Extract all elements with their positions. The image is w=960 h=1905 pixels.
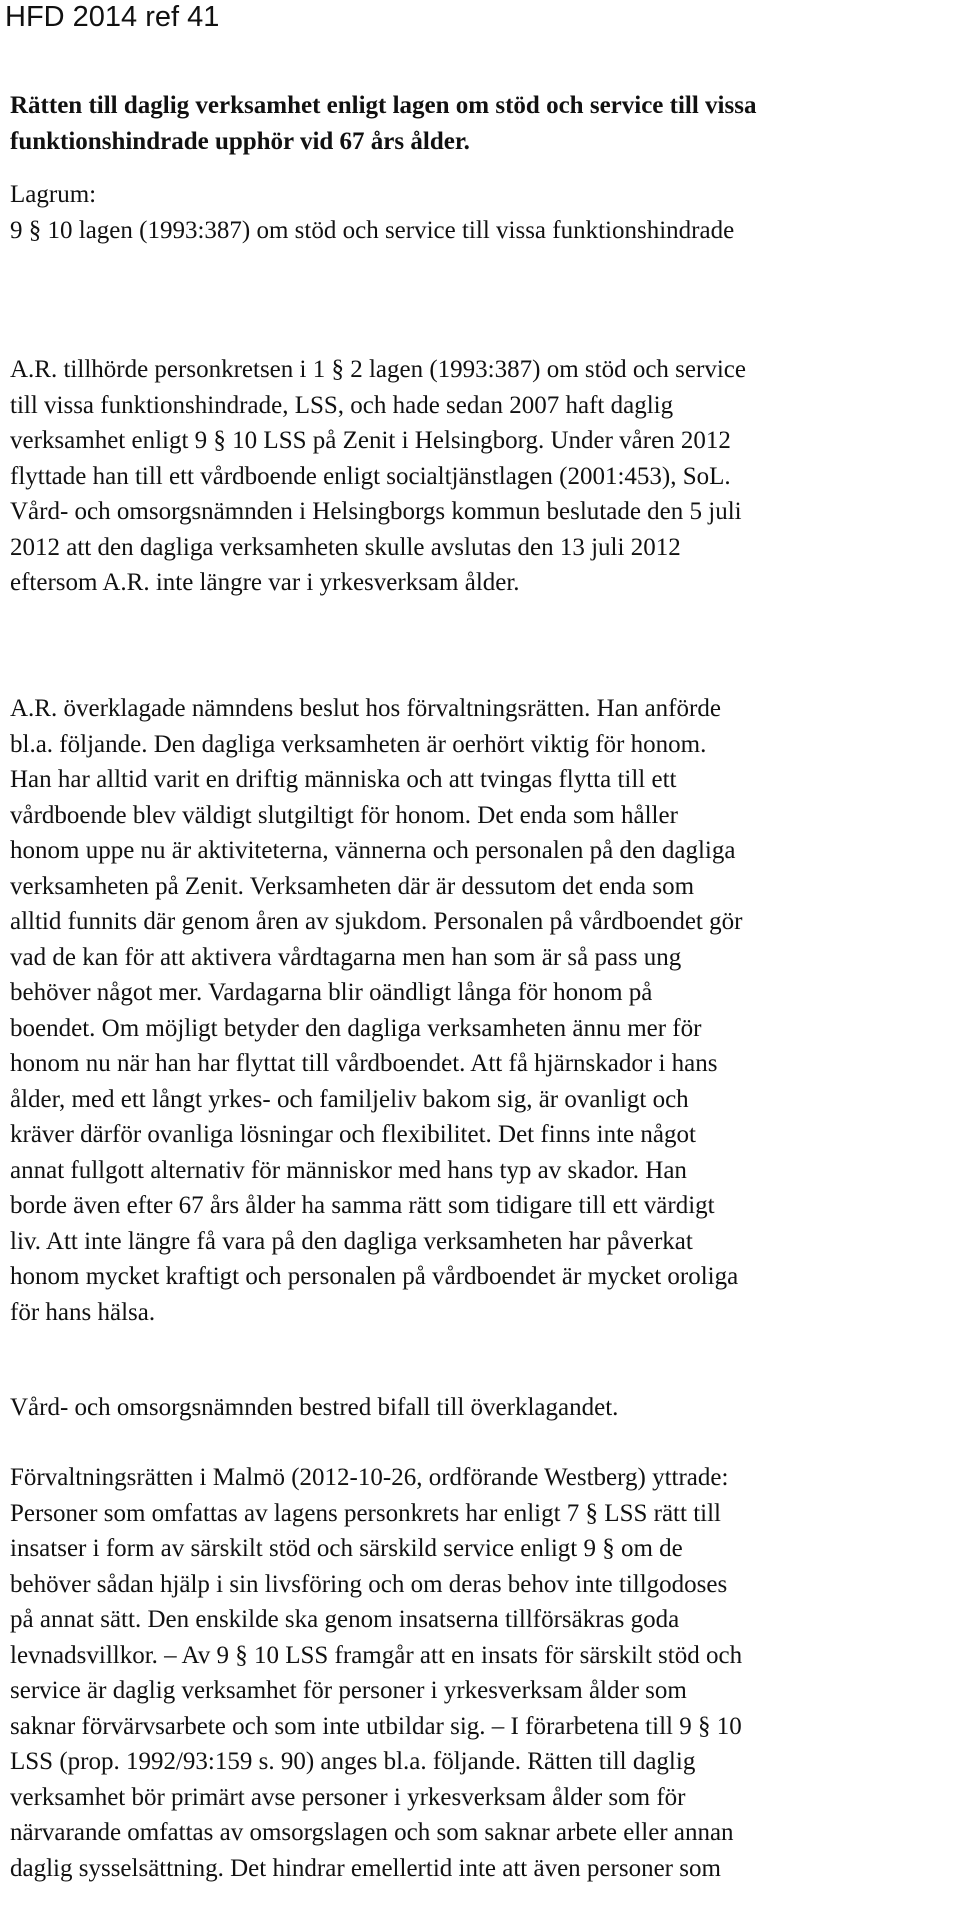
body-line: verksamhet bör primärt avse personer i yrkesverksam ålder som för: [10, 1783, 686, 1811]
appeal-paragraph: [10, 691, 955, 1330]
body-line: behöver något mer. Vardagarna blir oändligt långa för honom på: [10, 979, 653, 1006]
body-line: Personer som omfattas av lagens personkrets har enligt 7 § LSS rätt till: [10, 1499, 721, 1527]
body-line: eftersom A.R. inte längre var i yrkesverksam ålder.: [10, 569, 520, 596]
body-line: saknar förvärvsarbete och som inte utbildar sig. – I förarbetena till 9 § 10: [10, 1712, 742, 1740]
facts-paragraph: [10, 352, 955, 601]
body-line: vad de kan för att aktivera vårdtagarna men han som är så pass ung: [10, 943, 682, 971]
body-line: annat fullgott alternativ för människor med hans typ av skador. Han: [10, 1156, 687, 1184]
body-line: kräver därför ovanliga lösningar och flexibilitet. Det finns inte något: [10, 1121, 696, 1148]
body-line: honom uppe nu är aktiviteterna, vännerna och personalen på den dagliga: [10, 837, 736, 864]
body-line: A.R. tillhörde personkretsen i 1 § 2 lagen (1993:387) om stöd och service: [10, 356, 746, 383]
headnote-paragraph: [10, 88, 955, 159]
court-paragraph: [10, 1460, 955, 1886]
body-line: verksamhet enligt 9 § 10 LSS på Zenit i Helsingborg. Under våren 2012: [10, 427, 731, 454]
body-line: insatser i form av särskilt stöd och särskild service enligt 9 § om de: [10, 1535, 683, 1562]
body-line: Vård- och omsorgsnämnden i Helsingborgs kommun beslutade den 5 juli: [10, 498, 742, 525]
lagrum-reference: 9 § 10 lagen (1993:387) om stöd och service till vissa funktionshindrade: [10, 216, 735, 244]
lagrum-paragraph: [10, 177, 955, 248]
body-line: 2012 att den dagliga verksamheten skulle avslutas den 13 juli 2012: [10, 533, 681, 561]
body-line: A.R. överklagade nämndens beslut hos förvaltningsrätten. Han anförde: [10, 695, 721, 722]
headnote-line: funktionshindrade upphör vid 67 års ålder.: [10, 127, 470, 155]
body-line: flyttade han till ett vårdboende enligt socialtjänstlagen (2001:453), SoL.: [10, 462, 731, 490]
body-line: närvarande omfattas av omsorgslagen och som saknar arbete eller annan: [10, 1819, 734, 1846]
body-line: till vissa funktionshindrade, LSS, och hade sedan 2007 haft daglig: [10, 391, 674, 419]
body-line: Vård- och omsorgsnämnden bestred bifall till överklagandet.: [10, 1394, 619, 1421]
body-line: LSS (prop. 1992/93:159 s. 90) anges bl.a. följande. Rätten till daglig: [10, 1748, 696, 1775]
case-reference-title: HFD 2014 ref 41: [5, 1, 220, 33]
body-line: behöver sådan hjälp i sin livsföring och om deras behov inte tillgodoses: [10, 1570, 728, 1598]
body-line: på annat sätt. Den enskilde ska genom insatserna tillförsäkras goda: [10, 1606, 680, 1633]
body-line: service är daglig verksamhet för personer i yrkesverksam ålder som: [10, 1677, 687, 1704]
body-line: för hans hälsa.: [10, 1298, 156, 1326]
response-paragraph: [10, 1390, 955, 1426]
headnote-line: Rätten till daglig verksamhet enligt lagen om stöd och service till vissa: [10, 92, 757, 119]
lagrum-label: Lagrum:: [10, 181, 97, 208]
body-line: bl.a. följande. Den dagliga verksamheten är oerhört viktig för honom.: [10, 730, 707, 758]
body-line: ålder, med ett långt yrkes- och familjeliv bakom sig, är ovanligt och: [10, 1085, 689, 1113]
body-line: daglig sysselsättning. Det hindrar emellertid inte att även personer som: [10, 1854, 721, 1882]
body-line: honom nu när han har flyttat till vårdboendet. Att få hjärnskador i hans: [10, 1050, 718, 1077]
body-line: levnadsvillkor. – Av 9 § 10 LSS framgår att en insats för särskilt stöd och: [10, 1641, 743, 1669]
body-line: vårdboende blev väldigt slutgiltigt för honom. Det enda som håller: [10, 801, 678, 829]
body-line: verksamheten på Zenit. Verksamheten där är dessutom det enda som: [10, 872, 695, 900]
body-line: borde även efter 67 års ålder ha samma rätt som tidigare till ett värdigt: [10, 1192, 715, 1219]
body-line: Förvaltningsrätten i Malmö (2012-10-26, ordförande Westberg) yttrade:: [10, 1464, 729, 1491]
body-line: boendet. Om möjligt betyder den dagliga verksamheten ännu mer för: [10, 1014, 702, 1042]
body-line: liv. Att inte längre få vara på den dagliga verksamheten har påverkat: [10, 1227, 693, 1255]
body-line: honom mycket kraftigt och personalen på vårdboendet är mycket oroliga: [10, 1263, 739, 1290]
body-line: alltid funnits där genom åren av sjukdom. Personalen på vårdboendet gör: [10, 908, 743, 935]
body-line: Han har alltid varit en driftig människa och att tvingas flytta till ett: [10, 766, 677, 793]
